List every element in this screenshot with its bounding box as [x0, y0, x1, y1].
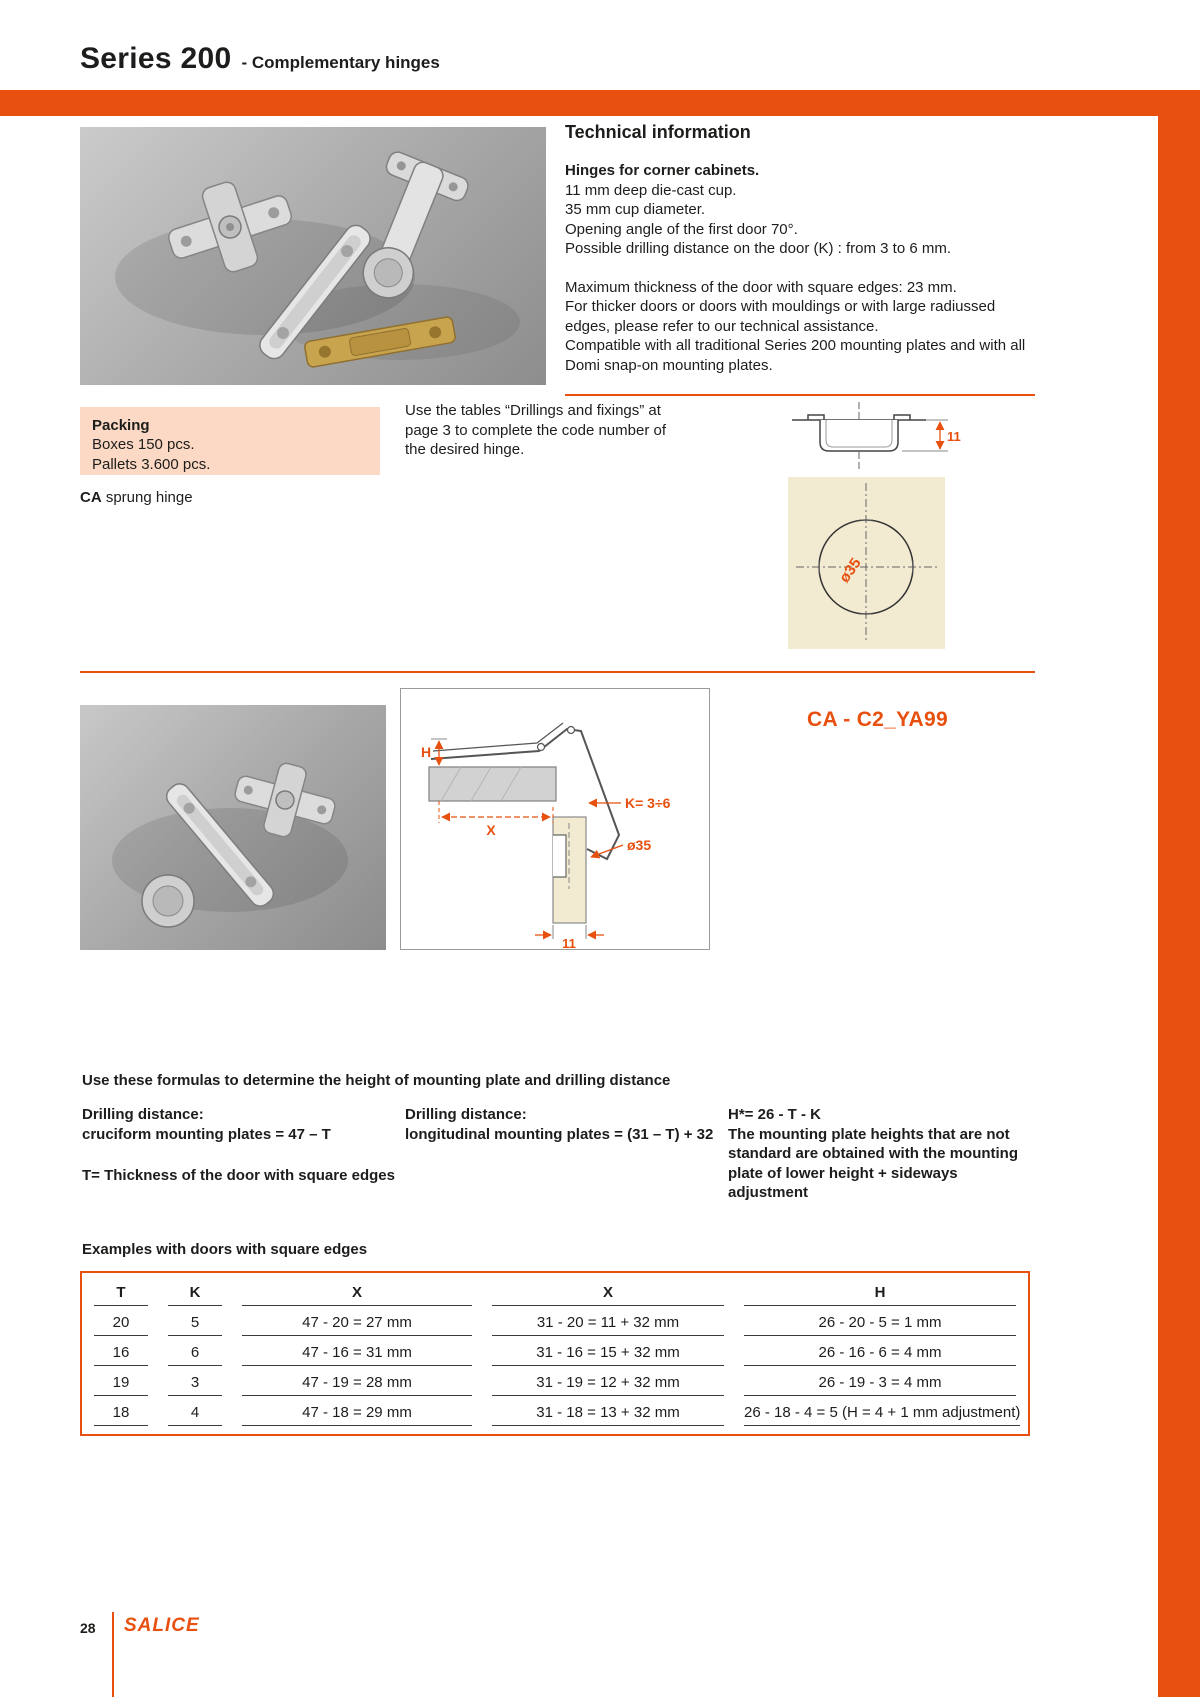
- packing-title: Packing: [92, 417, 150, 434]
- table-row: [94, 1396, 1021, 1426]
- cup-profile-diagram: [786, 398, 964, 481]
- cup-diameter-label: ø35: [627, 837, 652, 853]
- tech-spec: Possible drilling distance on the door (K) : from 3 to 6 mm.: [565, 240, 952, 257]
- product-photo-single-hinge: [80, 705, 386, 950]
- packing-line: Pallets 3.600 pcs.: [92, 455, 211, 473]
- table-cell: 26 - 20 - 5 = 1 mm: [744, 1306, 1016, 1336]
- table-cell: 47 - 20 = 27 mm: [242, 1306, 472, 1336]
- brand-logo: SALICE: [124, 1615, 200, 1636]
- single-hinge-illustration: [80, 705, 386, 950]
- col-header-k: K: [168, 1276, 222, 1306]
- mounting-dimensions-drawing: [401, 689, 709, 949]
- table-cell: 47 - 18 = 29 mm: [242, 1396, 472, 1426]
- cup-profile-drawing: [786, 398, 964, 476]
- hinge-type-line: [80, 489, 193, 506]
- door-depth-label: 11: [562, 936, 576, 949]
- formula-title: Drilling distance:: [82, 1106, 204, 1123]
- examples-table: [80, 1271, 1030, 1436]
- col-header-t: T: [94, 1276, 148, 1306]
- table-cell: 16: [94, 1336, 148, 1366]
- table-cell: 26 - 18 - 4 = 5 (H = 4 + 1 mm adjustment): [744, 1396, 1020, 1426]
- tech-paragraph: Compatible with all traditional Series 200 mounting plates and with all Domi snap-on mounting plates.: [565, 337, 1026, 374]
- mounting-dimensions-diagram: [400, 688, 710, 950]
- series-title: Series 200: [80, 42, 232, 75]
- formula-height: [728, 1105, 1036, 1203]
- drilling-pattern-diagram: [788, 477, 945, 654]
- table-cell: 47 - 19 = 28 mm: [242, 1366, 472, 1396]
- footer-divider-line: [112, 1612, 114, 1697]
- col-header-x2: X: [492, 1276, 724, 1306]
- packing-line: Boxes 150 pcs.: [92, 436, 195, 453]
- table-cell: 26 - 19 - 3 = 4 mm: [744, 1366, 1016, 1396]
- formulas-heading: Use these formulas to determine the height of mounting plate and drilling distance: [82, 1072, 671, 1089]
- drilling-pattern-drawing: [788, 477, 945, 649]
- tech-paragraph: Maximum thickness of the door with square edges: 23 mm.: [565, 278, 957, 296]
- product-code: CA - C2_YA99: [807, 708, 948, 731]
- orange-divider-lower: [80, 671, 1035, 673]
- formula-longitudinal: [405, 1105, 723, 1144]
- tables-note: Use the tables “Drillings and fixings” at page 3 to complete the code number of the desired hinge.: [405, 402, 667, 458]
- table-cell: 26 - 16 - 6 = 4 mm: [744, 1336, 1016, 1366]
- table-cell: 6: [168, 1336, 222, 1366]
- page-number: 28: [80, 1620, 96, 1636]
- formula-text: H*= 26 - T - K: [728, 1106, 821, 1123]
- technical-information-heading: Technical information: [565, 122, 751, 142]
- dimension-k-label: K= 3÷6: [625, 795, 671, 811]
- table-cell: 31 - 18 = 13 + 32 mm: [492, 1396, 724, 1426]
- table-row: [94, 1336, 1016, 1366]
- tech-spec: 35 mm cup diameter.: [565, 201, 706, 218]
- technical-information: [565, 122, 1043, 375]
- col-header-x1: X: [242, 1276, 472, 1306]
- thickness-note: T= Thickness of the door with square edges: [82, 1167, 395, 1184]
- hinge-type-label: sprung hinge: [105, 489, 193, 506]
- orange-divider-upper: [565, 394, 1035, 396]
- packing-box: [80, 407, 380, 475]
- product-photo-hinges: [80, 127, 546, 385]
- hinge-photo-illustration: [80, 127, 546, 385]
- table-cell: 19: [94, 1366, 148, 1396]
- hinge-cup: [142, 875, 194, 927]
- table-cell: 31 - 16 = 15 + 32 mm: [492, 1336, 724, 1366]
- page-title: [80, 42, 440, 76]
- orange-top-band: [0, 90, 1200, 116]
- orange-right-band: [1158, 90, 1200, 1697]
- examples-heading: Examples with doors with square edges: [82, 1241, 368, 1258]
- dimension-x-label: X: [486, 822, 496, 838]
- formula-note: The mounting plate heights that are not standard are obtained with the mounting plate of lower height + sideways adjustment: [728, 1125, 1019, 1201]
- tech-lead: Hinges for corner cabinets.: [565, 162, 760, 179]
- formula-title: Drilling distance:: [405, 1106, 527, 1123]
- cup-depth-label: 11: [947, 429, 961, 444]
- table-header-row: [94, 1276, 1016, 1306]
- table-cell: 3: [168, 1366, 222, 1396]
- tech-spec: Opening angle of the first door 70°.: [565, 220, 798, 238]
- series-subtitle: - Complementary hinges: [241, 53, 440, 72]
- table-row: [94, 1366, 1016, 1396]
- table-row: [94, 1306, 1016, 1336]
- tech-paragraph: For thicker doors or doors with mouldings or with large radiussed edges, please refer to our technical assistance.: [565, 298, 996, 335]
- table-cell: 47 - 16 = 31 mm: [242, 1336, 472, 1366]
- formula-text: cruciform mounting plates = 47 – T: [82, 1125, 331, 1143]
- table-cell: 5: [168, 1306, 222, 1336]
- table-cell: 31 - 19 = 12 + 32 mm: [492, 1366, 724, 1396]
- hole-diameter-label: ø35: [835, 554, 865, 586]
- paragraph-gap: [565, 259, 1043, 278]
- table-cell: 18: [94, 1396, 148, 1426]
- formula-text: longitudinal mounting plates = (31 – T) + 32: [405, 1125, 714, 1143]
- col-header-h: H: [744, 1276, 1016, 1306]
- table-cell: 4: [168, 1396, 222, 1426]
- table-cell: 20: [94, 1306, 148, 1336]
- formula-cruciform: [82, 1105, 394, 1144]
- table-cell: 31 - 20 = 11 + 32 mm: [492, 1306, 724, 1336]
- dimension-h-label: H: [421, 744, 432, 760]
- hinge-type-code: CA: [80, 489, 102, 506]
- tech-spec: 11 mm deep die-cast cup.: [565, 181, 737, 199]
